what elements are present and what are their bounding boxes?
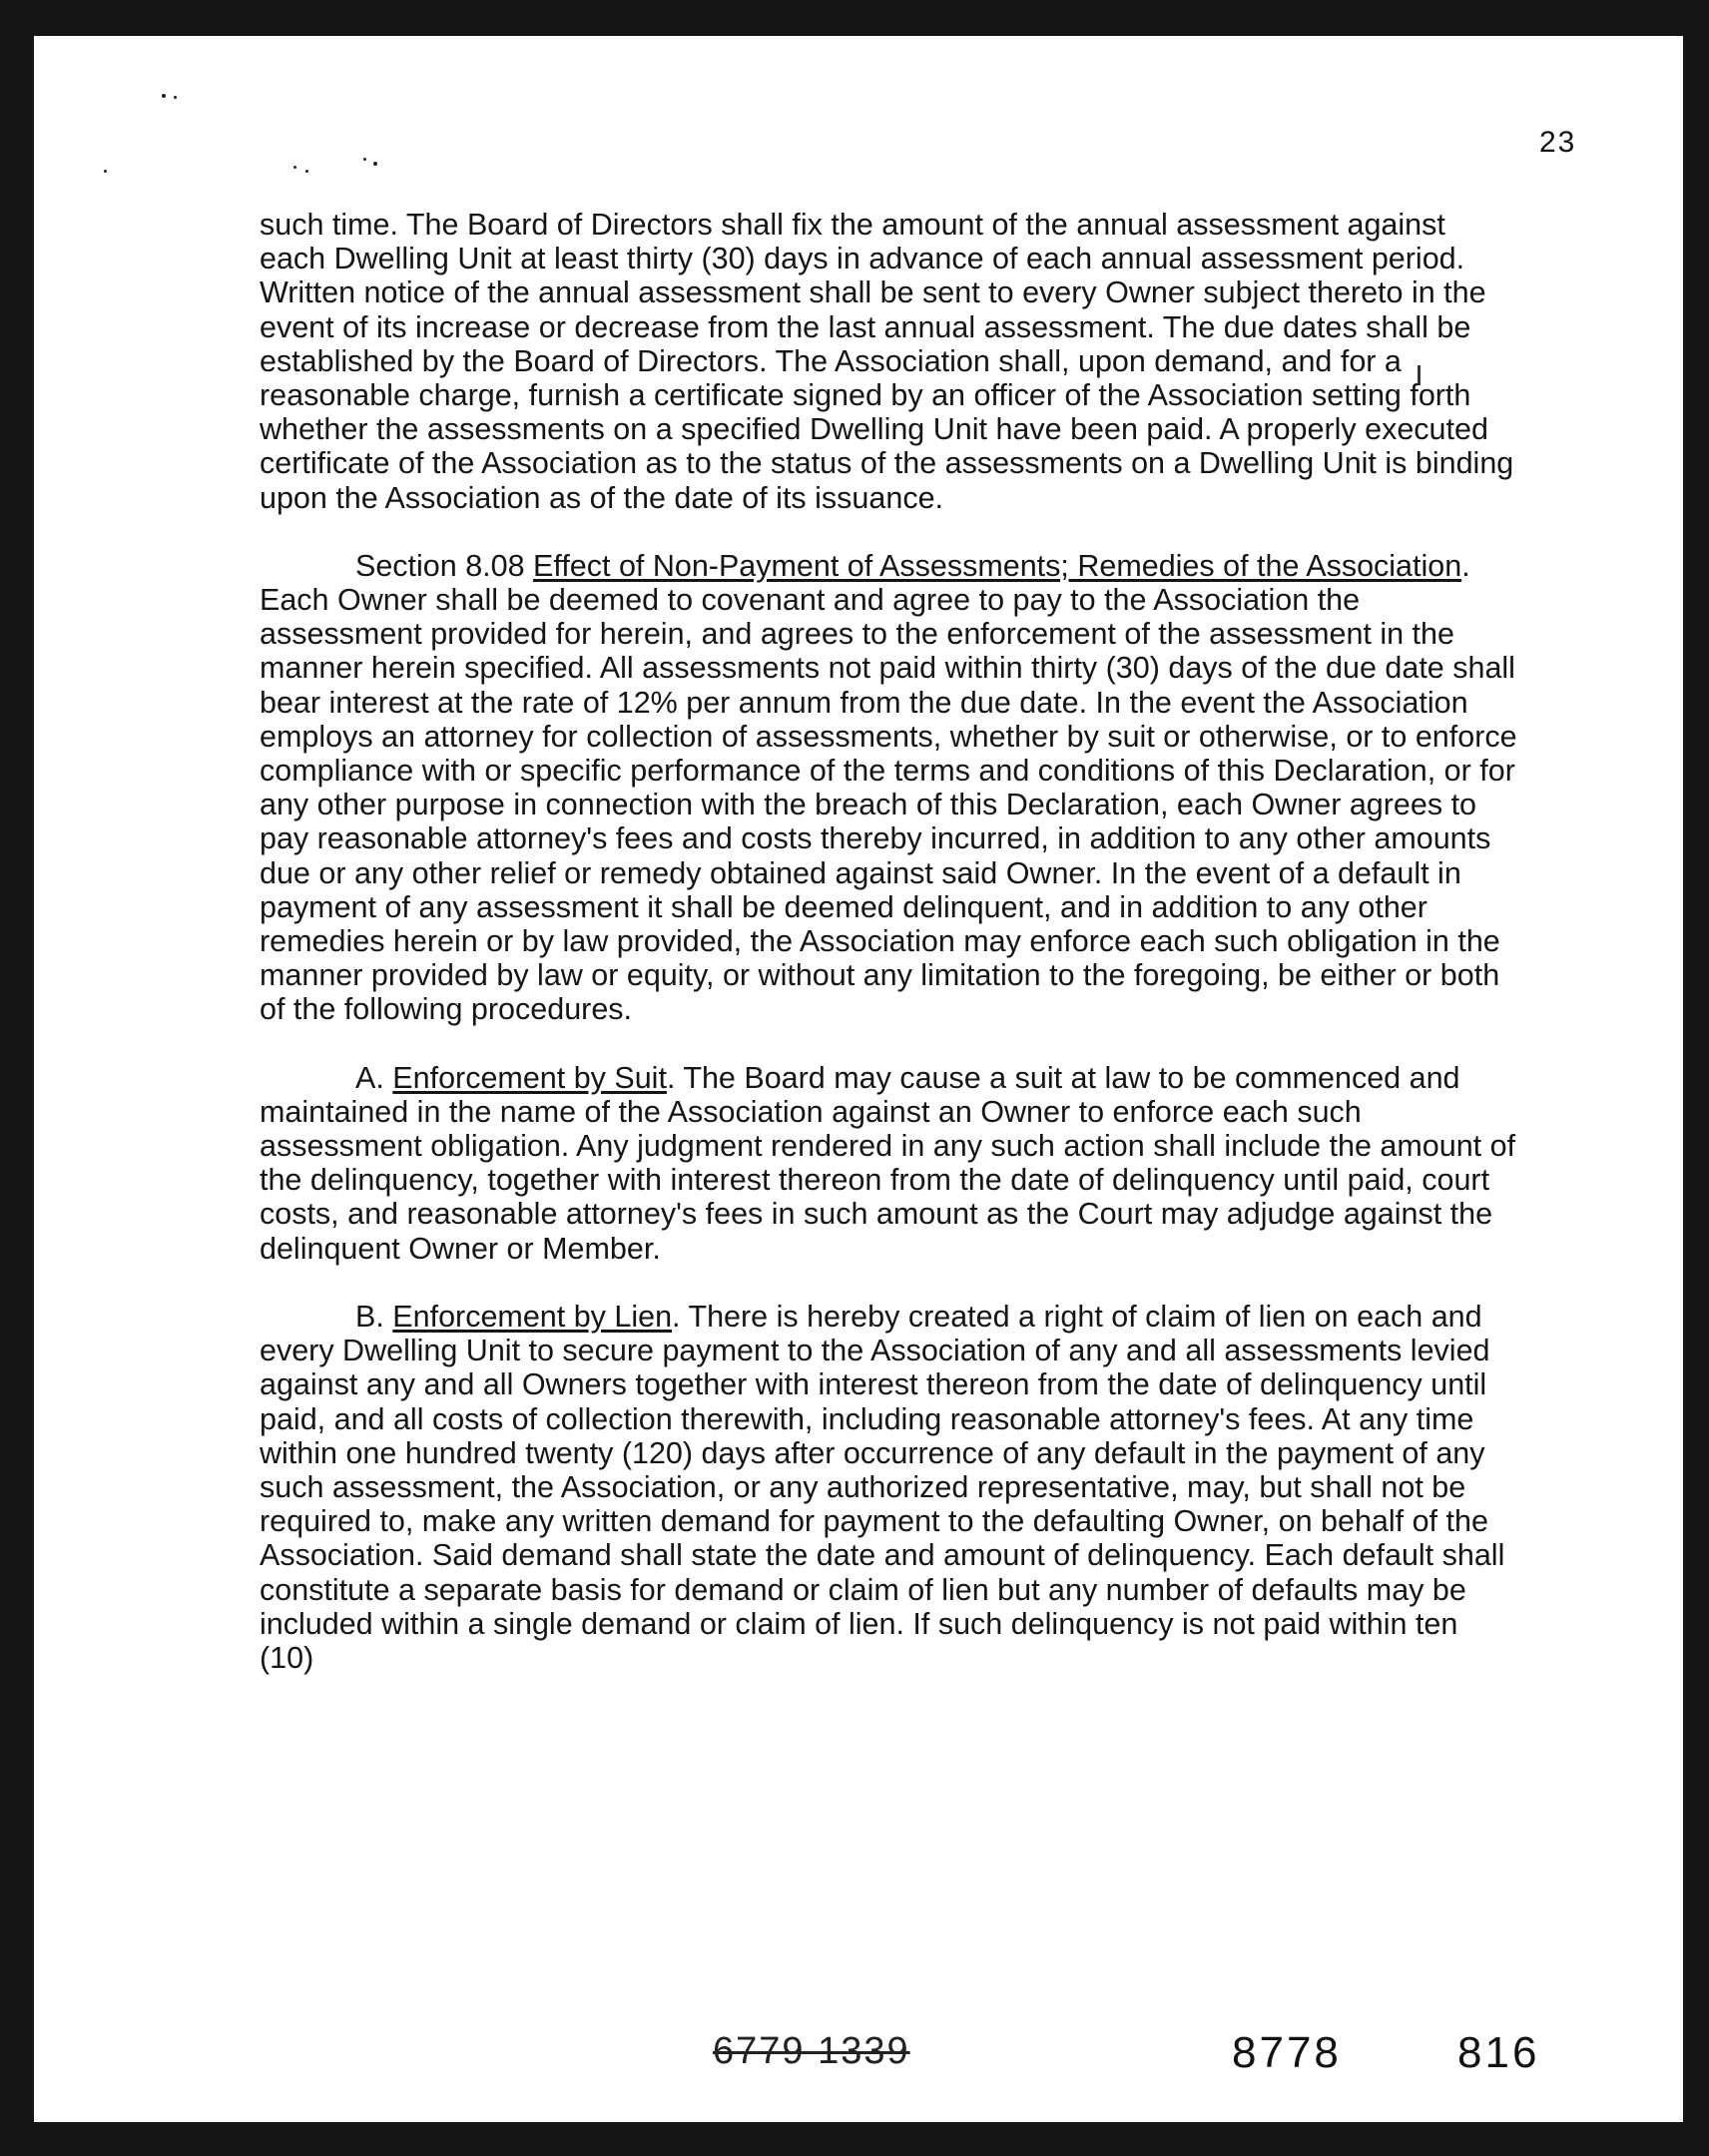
section-8-08 <box>260 549 1517 1027</box>
page-reference: 816 <box>1457 2028 1540 2077</box>
subsection-b-body: . There is hereby created a right of claim of lien on each and every Dwelling Unit to secure payment to the Association of any and all assessments levied against any and all Owners together with interest thereon from the date of delinquency until paid, and all costs of collection therewith, including reasonable attorney's fees. At any time within one hundred twenty (120) days after occurrence of any default in the payment of any such assessment, the Association, or any authorized representative, may, but shall not be required to, make any written demand for payment to the defaulting Owner, on behalf of the Association. Said demand shall state the date and amount of delinquency. Each default shall constitute a separate basis for demand or claim of lien but any number of defaults may be included within a single demand or claim of lien. If such delinquency is not paid within ten (10) <box>260 1299 1505 1675</box>
document-body <box>260 208 1517 1709</box>
scan-speck <box>104 170 107 173</box>
subsection-a <box>260 1061 1517 1266</box>
subsection-a-letter: A. <box>355 1060 393 1095</box>
section-8-08-body: . Each Owner shall be deemed to covenant and agree to pay to the Association the assessment provided for herein, and agrees to the enforcement of the assessment in the manner herein specified. All assessments not paid within thirty (30) days of the due date shall bear interest at the rate of 12% per annum from the due date. In the event the Association employs an attorney for collection of assessments, whether by suit or otherwise, or to enforce compliance with or specific performance of the terms and conditions of this Declaration, or for any other purpose in connection with the breach of this Declaration, each Owner agrees to pay reasonable attorney's fees and costs thereby incurred, in addition to any other amounts due or any other relief or remedy obtained against said Owner. In the event of a default in payment of any assessment it shall be deemed delinquent, and in addition to any other remedies herein or by law provided, the Association may enforce each such obligation in the manner provided by law or equity, or without any limitation to the foregoing, be either or both of the following procedures. <box>260 548 1517 1027</box>
paragraph-continuation: such time. The Board of Directors shall fix the amount of the annual assessment against each Dwelling Unit at least thirty (30) days in advance of each annual assessment period. Written notice of the annual assessment shall be sent to every Owner subject thereto in the event of its increase or decrease from the last annual assessment. The due dates shall be established by the Board of Directors. The Association shall, upon demand, and for a reasonable charge, furnish a certificate signed by an officer of the Association setting forth whether the assessments on a specified Dwelling Unit have been paid. A properly executed certificate of the Association as to the status of the assessments on a Dwelling Unit is binding upon the Association as of the date of its issuance. <box>260 208 1514 515</box>
scan-speck <box>363 158 366 161</box>
scan-speck <box>305 170 308 173</box>
subsection-b-heading: Enforcement by Lien <box>392 1299 673 1334</box>
section-8-08-number: Section 8.08 <box>355 548 534 583</box>
subsection-a-heading: Enforcement by Suit <box>392 1060 667 1095</box>
book-number: 8778 <box>1232 2028 1342 2077</box>
scan-speck <box>174 96 177 99</box>
scan-speck <box>293 166 296 169</box>
page-number: 23 <box>1539 126 1577 159</box>
section-8-08-heading: Effect of Non-Payment of Assessments; Remedies of the Association <box>533 548 1462 583</box>
document-page <box>34 36 1683 2122</box>
subsection-a-body: . The Board may cause a suit at law to be commenced and maintained in the name of the Association against an Owner to enforce each such assessment obligation. Any judgment rendered in any such action shall include the amount of the delinquency, together with interest thereon from the date of delinquency until paid, court costs, and reasonable attorney's fees in such amount as the Court may adjudge against the delinquent Owner or Member. <box>260 1060 1516 1266</box>
subsection-b <box>260 1300 1517 1675</box>
scan-speck <box>162 94 166 98</box>
struck-record-number: 6779 1339 <box>713 2030 910 2072</box>
subsection-b-letter: B. <box>355 1299 393 1334</box>
scan-speck <box>373 162 377 166</box>
